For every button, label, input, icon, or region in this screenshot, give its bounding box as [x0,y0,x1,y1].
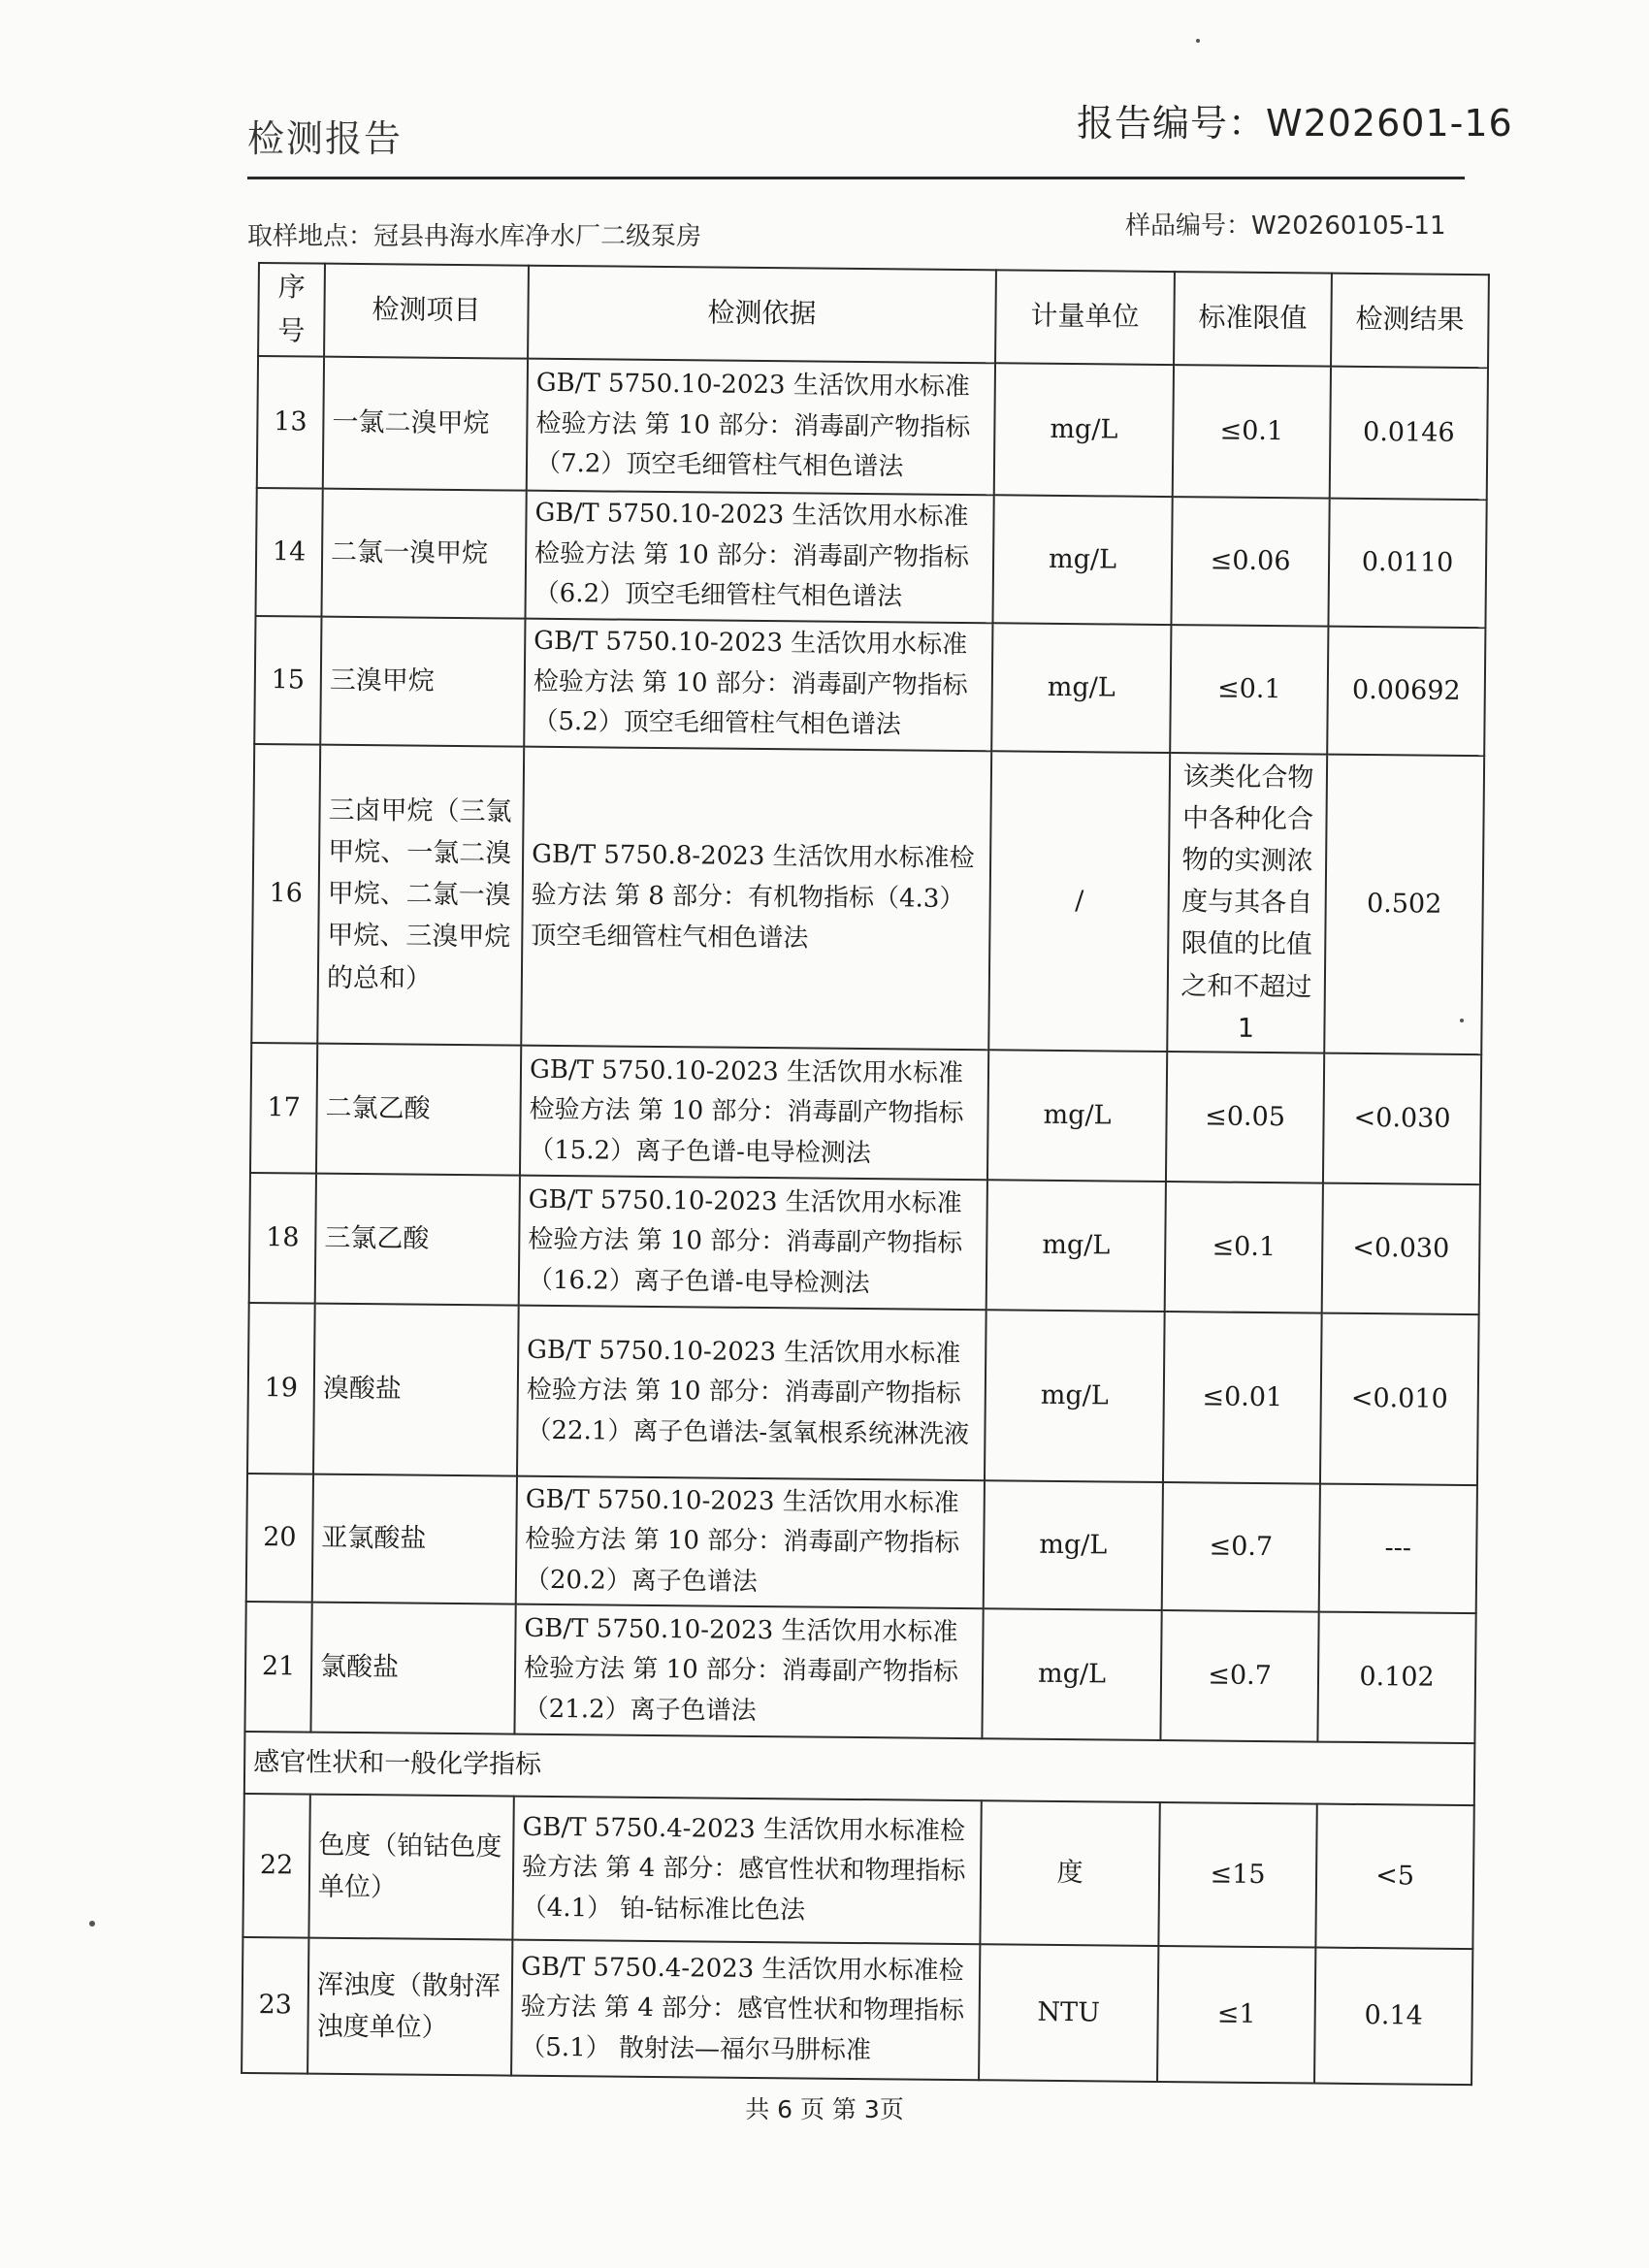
cell-result: 0.502 [1324,754,1484,1054]
header-unit: 计量单位 [995,270,1175,364]
cell-result: --- [1319,1483,1477,1613]
header-basis: 检测依据 [528,266,996,363]
cell-unit: mg/L [992,495,1172,625]
table-row [256,488,1487,628]
cell-limit: ≤15 [1158,1802,1316,1948]
cell-unit: mg/L [987,1050,1167,1182]
cell-item: 二氯乙酸 [316,1044,521,1176]
cell-item: 三氯乙酸 [315,1174,520,1306]
cell-result: 0.102 [1317,1611,1475,1743]
cell-item: 氯酸盐 [310,1603,515,1734]
table-header-row [258,263,1489,368]
cell-item: 亚氯酸盐 [312,1474,517,1604]
cell-item: 一氯二溴甲烷 [323,356,528,490]
header-limit: 标准限值 [1174,272,1332,366]
cell-no: 18 [249,1173,316,1304]
table-row [244,1602,1475,1743]
cell-basis: GB/T 5750.10-2023 生活饮用水标准检验方法 第 10 部分：消毒副产物指标（6.2）顶空毛细管柱气相色谱法 [525,490,993,623]
cell-limit: ≤0.1 [1170,625,1328,755]
cell-no: 22 [242,1794,309,1938]
document-type-title: 检测报告 [247,117,404,160]
sample-number: 样品编号：W20260105-11 [1125,211,1446,241]
cell-unit: NTU [979,1944,1158,2082]
cell-result: 0.14 [1314,1947,1472,2085]
table-row [250,1043,1481,1184]
cell-item: 三溴甲烷 [320,616,525,746]
cell-item: 色度（铂钴色度单位） [308,1794,513,1939]
cell-basis: GB/T 5750.10-2023 生活饮用水标准检验方法 第 10 部分：消毒副产物指标（21.2）离子色谱法 [514,1604,983,1739]
table-row [246,1474,1477,1613]
cell-basis: GB/T 5750.8-2023 生活饮用水标准检验方法 第 8 部分：有机物指标（4.3）顶空毛细管柱气相色谱法 [521,746,991,1050]
report-number: 报告编号：W202601-16 [1077,102,1513,145]
scan-speck [89,1921,95,1927]
cell-basis: GB/T 5750.10-2023 生活饮用水标准检验方法 第 10 部分：消毒副产物指标（5.2）顶空毛细管柱气相色谱法 [524,618,992,751]
cell-no: 17 [250,1043,317,1174]
cell-unit: mg/L [984,1480,1163,1610]
cell-basis: GB/T 5750.10-2023 生活饮用水标准检验方法 第 10 部分：消毒副产物指标（7.2）顶空毛细管柱气相色谱法 [527,358,995,495]
cell-unit: mg/L [985,1310,1165,1482]
cell-result: 0.0110 [1328,498,1486,628]
table-row [251,744,1484,1054]
table-row [254,616,1485,756]
table-row [257,356,1488,500]
cell-limit: ≤0.06 [1171,497,1329,627]
test-results-table [241,262,1490,2086]
header-result: 检测结果 [1331,274,1489,368]
cell-limit: ≤0.7 [1162,1482,1320,1612]
cell-result: 0.0146 [1330,366,1488,500]
cell-unit: mg/L [994,363,1174,497]
table-row [247,1303,1479,1485]
cell-unit: mg/L [982,1608,1161,1740]
cell-limit: ≤0.7 [1160,1610,1318,1742]
cell-no: 14 [256,488,323,617]
cell-item: 二氯一溴甲烷 [321,488,526,618]
cell-unit: mg/L [991,623,1171,753]
header-divider [247,177,1465,179]
cell-basis: GB/T 5750.10-2023 生活饮用水标准检验方法 第 10 部分：消毒副产物指标（22.1）离子色谱法-氢氧根系统淋洗液 [517,1306,986,1481]
cell-basis: GB/T 5750.10-2023 生活饮用水标准检验方法 第 10 部分：消毒副产物指标（20.2）离子色谱法 [516,1476,985,1609]
cell-no: 13 [257,356,324,489]
cell-no: 16 [251,744,320,1044]
cell-result: 0.00692 [1327,626,1485,756]
cell-result: <5 [1315,1803,1473,1949]
sampling-location: 取样地点：冠县冉海水库净水厂二级泵房 [247,222,702,251]
cell-no: 20 [246,1474,313,1603]
section-heading: 感官性状和一般化学指标 [244,1732,1475,1805]
cell-item: 三卤甲烷（三氯甲烷、一氯二溴甲烷、二氯一溴甲烷、三溴甲烷的总和） [317,744,524,1045]
cell-basis: GB/T 5750.4-2023 生活饮用水标准检验方法 第 4 部分：感官性状和物理指标（4.1） 铂-钴标准比色法 [512,1797,981,1945]
page-number: 共 6 页 第 3页 [745,2095,904,2123]
cell-result: <0.030 [1322,1183,1480,1314]
table-row [242,1794,1473,1949]
cell-limit: 该类化合物中各种化合物的实测浓度与其各自限值的比值之和不超过1 [1167,753,1327,1053]
cell-basis: GB/T 5750.10-2023 生活饮用水标准检验方法 第 10 部分：消毒副产物指标（15.2）离子色谱-电导检测法 [520,1046,988,1181]
cell-limit: ≤1 [1157,1946,1315,2084]
section-row [244,1732,1475,1805]
table-row [242,1937,1472,2085]
cell-item: 浑浊度（散射浑浊度单位） [307,1937,512,2075]
cell-no: 23 [242,1937,308,2074]
cell-limit: ≤0.05 [1166,1052,1324,1183]
cell-unit: mg/L [986,1180,1166,1312]
scan-speck [1196,39,1200,43]
scan-speck [1460,1019,1464,1022]
cell-result: <0.030 [1323,1053,1481,1184]
cell-no: 21 [244,1602,311,1733]
header-item: 检测项目 [324,264,529,359]
cell-no: 15 [254,616,321,745]
cell-basis: GB/T 5750.4-2023 生活饮用水标准检验方法 第 4 部分：感官性状和物理指标（5.1） 散射法—福尔马肼标准 [511,1940,980,2081]
cell-basis: GB/T 5750.10-2023 生活饮用水标准检验方法 第 10 部分：消毒副产物指标（16.2）离子色谱-电导检测法 [519,1176,987,1311]
table-row [249,1173,1480,1314]
header-no: 序号 [258,263,325,356]
cell-no: 19 [247,1303,315,1474]
cell-limit: ≤0.1 [1173,365,1331,499]
cell-unit: 度 [980,1800,1159,1946]
cell-item: 溴酸盐 [313,1304,519,1476]
cell-result: <0.010 [1320,1312,1479,1485]
cell-limit: ≤0.1 [1165,1182,1323,1313]
cell-unit: / [988,751,1170,1052]
cell-limit: ≤0.01 [1163,1312,1322,1484]
